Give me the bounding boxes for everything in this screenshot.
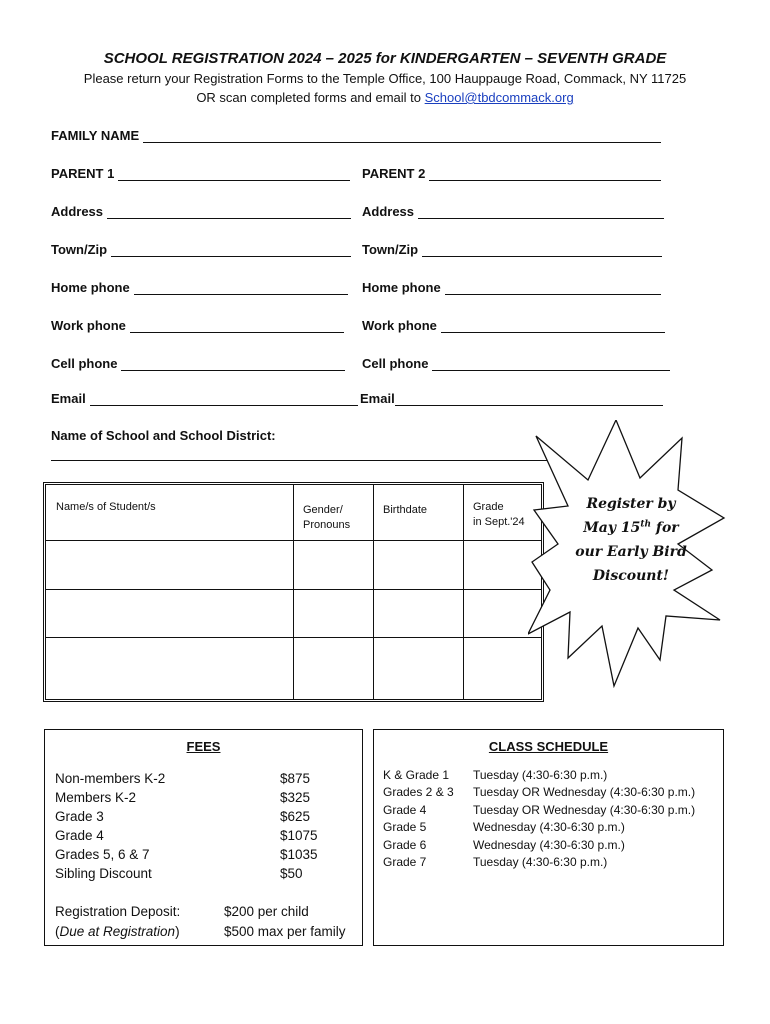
parent1-line[interactable] xyxy=(118,168,350,181)
fee-row xyxy=(55,866,345,885)
table-divider xyxy=(46,589,541,590)
email1-field[interactable] xyxy=(51,391,358,406)
table-divider xyxy=(46,540,541,541)
fee-row xyxy=(55,809,345,828)
deposit-label: Registration Deposit: xyxy=(55,904,181,919)
fees-title: FEES xyxy=(186,739,221,754)
fee-amount: $875 xyxy=(280,771,311,786)
cell-phone2-label: Cell phone xyxy=(362,356,429,371)
address2-field[interactable] xyxy=(362,204,664,219)
fee-label: Grade 4 xyxy=(55,828,104,843)
town-zip2-label: Town/Zip xyxy=(362,242,419,257)
student-name-cell[interactable] xyxy=(47,542,292,588)
deposit-note-close: ) xyxy=(175,924,180,939)
col-header-grade-line2: in Sept.'24 xyxy=(473,516,525,528)
deposit-note-open: ( xyxy=(55,924,60,939)
col-header-birthdate: Birthdate xyxy=(383,504,428,516)
schedule-time: Tuesday OR Wednesday (4:30-6:30 p.m.) xyxy=(473,785,696,800)
return-instructions: Please return your Registration Forms to the Temple Office, 100 Hauppauge Road, Commack, NY 11725 xyxy=(83,71,687,86)
parent1-label: PARENT 1 xyxy=(51,166,115,181)
col-header-gender-line1: Gender/ xyxy=(303,504,343,516)
work-phone2-field[interactable] xyxy=(362,318,665,333)
fee-row xyxy=(55,790,345,809)
address2-label: Address xyxy=(362,204,415,219)
schedule-row xyxy=(383,803,718,820)
schedule-grade: Grades 2 & 3 xyxy=(383,785,454,800)
page-title: SCHOOL REGISTRATION 2024 – 2025 for KINDERGARTEN – SEVENTH GRADE xyxy=(103,50,667,67)
burst-line2-post: for xyxy=(651,520,679,536)
burst-line3: our Early Bird xyxy=(575,544,687,560)
email1-line[interactable] xyxy=(90,393,358,406)
table-divider xyxy=(46,637,541,638)
schedule-time: Tuesday OR Wednesday (4:30-6:30 p.m.) xyxy=(473,802,696,817)
schedule-row xyxy=(383,855,718,872)
email2-label: Email xyxy=(360,391,395,406)
town-zip1-line[interactable] xyxy=(111,244,351,257)
address1-line[interactable] xyxy=(107,206,351,219)
student-name-cell[interactable] xyxy=(47,591,292,636)
email2-field[interactable] xyxy=(360,391,663,406)
schedule-grade: Grade 4 xyxy=(383,802,427,817)
address1-field[interactable] xyxy=(51,204,351,219)
col-header-grade xyxy=(473,501,525,528)
col-header-gender xyxy=(303,504,350,531)
fee-amount: $625 xyxy=(280,809,311,824)
home-phone1-label: Home phone xyxy=(51,280,130,295)
parent1-field[interactable] xyxy=(51,166,350,181)
cell-phone1-label: Cell phone xyxy=(51,356,118,371)
parent2-line[interactable] xyxy=(429,168,661,181)
school-district-label: Name of School and School District: xyxy=(51,428,276,443)
schedule-time: Tuesday (4:30-6:30 p.m.) xyxy=(473,768,608,782)
home-phone2-label: Home phone xyxy=(362,280,441,295)
cell-phone1-line[interactable] xyxy=(121,358,345,371)
fee-amount: $1035 xyxy=(280,847,318,862)
col-header-grade-line1: Grade xyxy=(473,501,504,513)
work-phone1-field[interactable] xyxy=(51,318,344,333)
fee-label: Non-members K-2 xyxy=(55,771,166,786)
schedule-grade: Grade 7 xyxy=(383,854,427,869)
town-zip2-line[interactable] xyxy=(422,244,662,257)
fee-row xyxy=(55,847,345,866)
deposit-note xyxy=(55,924,180,939)
fee-label: Grade 3 xyxy=(55,809,104,824)
burst-line2-sup: th xyxy=(640,519,652,530)
home-phone1-field[interactable] xyxy=(51,280,348,295)
schedule-grade: Grade 5 xyxy=(383,820,427,835)
town-zip1-label: Town/Zip xyxy=(51,242,108,257)
fee-label: Members K-2 xyxy=(55,790,137,805)
table-divider xyxy=(463,485,464,699)
email1-label: Email xyxy=(51,391,86,406)
col-header-gender-line2: Pronouns xyxy=(303,519,351,531)
home-phone1-line[interactable] xyxy=(134,282,348,295)
deposit-note-text: Due at Registration xyxy=(59,924,176,939)
fee-amount: $1075 xyxy=(280,828,318,843)
fee-amount: $50 xyxy=(280,866,303,881)
fees-list xyxy=(55,771,345,885)
school-email-link[interactable]: School@tbdcommack.org xyxy=(424,90,574,105)
family-name-label: FAMILY NAME xyxy=(51,128,140,143)
schedule-row xyxy=(383,768,718,785)
work-phone1-line[interactable] xyxy=(130,320,344,333)
table-divider xyxy=(373,485,374,699)
work-phone2-label: Work phone xyxy=(362,318,437,333)
fee-label: Sibling Discount xyxy=(55,866,152,881)
table-divider xyxy=(293,485,294,699)
work-phone1-label: Work phone xyxy=(51,318,126,333)
work-phone2-line[interactable] xyxy=(441,320,665,333)
town-zip2-field[interactable] xyxy=(362,242,662,257)
schedule-title: CLASS SCHEDULE xyxy=(488,739,609,754)
deposit-max: $500 max per family xyxy=(224,924,346,939)
family-name-field[interactable] xyxy=(51,128,661,143)
fee-amount: $325 xyxy=(280,790,311,805)
schedule-list xyxy=(383,768,718,872)
family-name-line[interactable] xyxy=(143,130,661,143)
cell-phone1-field[interactable] xyxy=(51,356,345,371)
schedule-time: Tuesday (4:30-6:30 p.m.) xyxy=(473,854,608,869)
address1-label: Address xyxy=(51,204,104,219)
schedule-row xyxy=(383,785,718,802)
school-district-line[interactable] xyxy=(51,460,551,461)
schedule-grade: K & Grade 1 xyxy=(383,768,450,782)
cell-phone2-line[interactable] xyxy=(432,358,670,371)
burst-line4: Discount! xyxy=(592,568,670,584)
schedule-row xyxy=(383,838,718,855)
fee-label: Grades 5, 6 & 7 xyxy=(55,847,150,862)
email-instructions-text: OR scan completed forms and email to xyxy=(196,90,425,105)
student-name-cell[interactable] xyxy=(47,639,292,697)
home-phone2-field[interactable] xyxy=(362,280,661,295)
deposit-per-child: $200 per child xyxy=(224,904,309,919)
schedule-time: Wednesday (4:30-6:30 p.m.) xyxy=(473,820,625,835)
fee-row xyxy=(55,828,345,847)
schedule-grade: Grade 6 xyxy=(383,837,427,852)
early-bird-message xyxy=(567,492,695,588)
parent2-field[interactable] xyxy=(362,166,661,181)
schedule-time: Wednesday (4:30-6:30 p.m.) xyxy=(473,837,625,852)
fee-row xyxy=(55,771,345,790)
parent2-label: PARENT 2 xyxy=(362,166,426,181)
email-instructions xyxy=(0,90,770,105)
schedule-row xyxy=(383,820,718,837)
burst-line1: Register by xyxy=(586,496,676,512)
address2-line[interactable] xyxy=(418,206,664,219)
burst-line2-text: May 15 xyxy=(583,520,641,536)
home-phone2-line[interactable] xyxy=(445,282,661,295)
col-header-names: Name/s of Student/s xyxy=(56,501,156,513)
email2-line[interactable] xyxy=(395,393,663,406)
town-zip1-field[interactable] xyxy=(51,242,351,257)
burst-line2 xyxy=(567,516,695,540)
cell-phone2-field[interactable] xyxy=(362,356,670,371)
